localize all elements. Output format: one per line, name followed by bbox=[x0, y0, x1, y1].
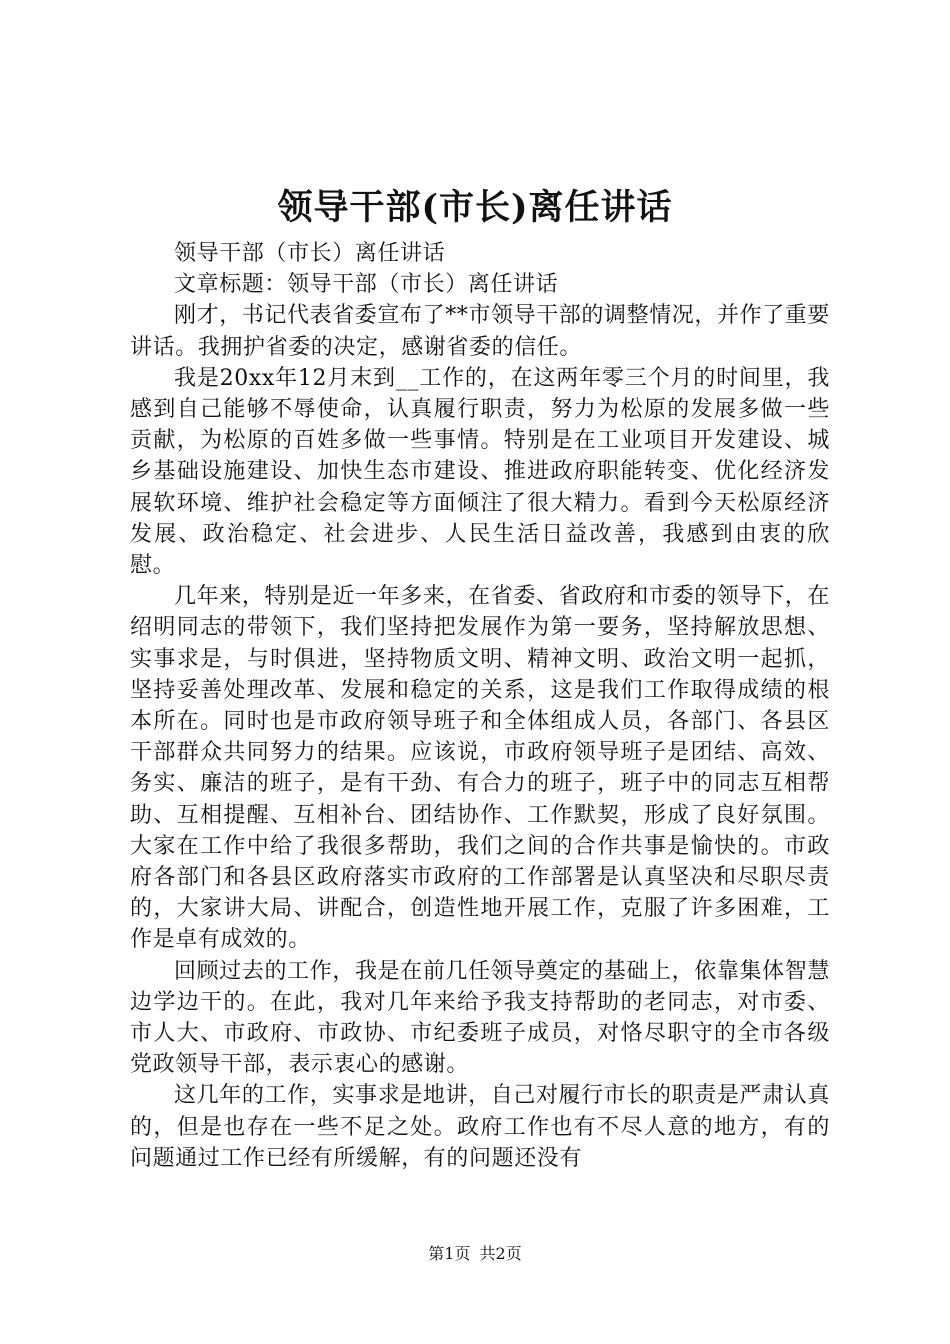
paragraph: 我是20xx年12月末到__工作的，在这两年零三个月的时间里，我感到自己能够不辱使命，认真履行职责，努力为松原的发展多做一些贡献，为松原的百姓多做一些事情。特别是在工业项目开发建设、城乡基础设施建设、加快生态市建设、推进政府职能转变、优化经济发展软环境、维护社会稳定等方面倾注了很大精力。看到今天松原经济发展、政治稳定、社会进步、人民生活日益改善，我感到由衷的欣慰。 bbox=[130, 365, 830, 579]
page-total: 共2页 bbox=[479, 1244, 522, 1263]
paragraph: 回顾过去的工作，我是在前几任领导奠定的基础上，依靠集体智慧边学边干的。在此，我对几年来给予我支持帮助的老同志，对市委、市人大、市政府、市政协、市纪委班子成员，对恪尽职守的全市各级党政领导干部，表示衷心的感谢。 bbox=[130, 958, 830, 1078]
paragraph: 刚才，书记代表省委宣布了**市领导干部的调整情况，并作了重要讲话。我拥护省委的决定，感谢省委的信任。 bbox=[130, 303, 831, 360]
page-footer bbox=[0, 1242, 950, 1266]
paragraph: 几年来，特别是近一年多来，在省委、省政府和市委的领导下，在绍明同志的带领下，我们坚持把发展作为第一要务，坚持解放思想、实事求是，与时俱进，坚持物质文明、精神文明、政治文明一起抓，坚持妥善处理改革、发展和稳定的关系，这是我们工作取得成绩的根本所在。同时也是市政府领导班子和全体组成人员，各部门、各县区干部群众共同努力的结果。应该说，市政府领导班子是团结、高效、务实、廉洁的班子，是有干劲、有合力的班子，班子中的同志互相帮助、互相提醒、互相补台、团结协作、工作默契，形成了良好氛围。大家在工作中给了我很多帮助，我们之间的合作共事是愉快的。市政府各部门和各县区政府落实市政府的工作部署是认真坚决和尽职尽责的，大家讲大局、讲配合，创造性地开展工作，克服了许多困难，工作是卓有成效的。 bbox=[130, 584, 830, 953]
paragraph-article-title: 文章标题：领导干部（市长）离任讲话 bbox=[174, 272, 559, 298]
paragraph: 这几年的工作，实事求是地讲，自己对履行市长的职责是严肃认真的，但是也存在一些不足之处。政府工作也有不尽人意的地方，有的问题通过工作已经有所缓解，有的问题还没有 bbox=[130, 1083, 830, 1171]
page-number: 第1页 bbox=[428, 1244, 471, 1263]
document-title: 领导干部(市长)离任讲话 bbox=[277, 187, 673, 228]
paragraph-subtitle: 领导干部（市长）离任讲话 bbox=[174, 241, 446, 266]
document-body bbox=[130, 238, 830, 1174]
